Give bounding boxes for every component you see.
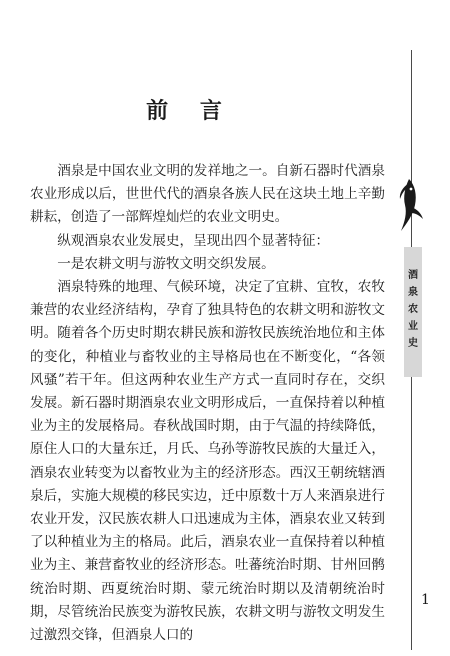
paragraph: 酒泉是中国农业文明的发祥地之一。自新石器时代酒泉农业形成以后，世世代代的酒泉各族人民在这块土地上辛勤耕耘，创造了一部辉煌灿烂的农业文明史。 xyxy=(30,163,385,226)
paragraph: 一是农耕文明与游牧文明交织发展。 xyxy=(57,255,275,272)
paragraph: 酒泉特殊的地理、气候环境，决定了宜耕、宜牧，农牧兼营的农业经济结构，孕育了独具特色的农耕文明和游牧文明。随着各个历史时期农耕民族和游牧民族统治地位和主体的变化，种植业与畜牧业的主导格局也在不断变化，“各领风骚”若干年。但这两种农业生产方式一直同时存在，交织发展。新石器时期酒泉农业文明形成后，一直保持着以种植业为主的发展格局。春秋战国时期，由于气温的持续降低，原住人口的大量东迁，月氏、乌孙等游牧民族的大量迁入，酒泉农业转变为以畜牧业为主的经济形态。西汉王朝统辖酒泉后，实施大规模的移民实边，迁中原数十万人来酒泉进行农业开发，汉民族农耕人口迅速成为主体，酒泉农业又转到了以种植业为主的格局。此后，酒泉农业一直保持着以种植业为主、兼营畜牧业的经济形态。吐蕃统治时期、甘州回鹘统治时期、西夏统治时期、蒙元统治时期以及清朝统治时期，尽管统治民族变为游牧民族，农耕文明与游牧文明发生过激烈交锋，但酒泉人口的 xyxy=(30,279,385,644)
side-label-char: 农 xyxy=(408,304,418,315)
paragraph: 纵观酒泉农业发展史，呈现出四个显著特征： xyxy=(57,232,330,249)
page-number: 1 xyxy=(421,592,430,608)
bird-ornament-icon xyxy=(393,177,425,233)
side-label-char: 业 xyxy=(408,321,418,332)
side-book-title xyxy=(404,267,422,352)
body-text xyxy=(30,160,385,647)
side-label-char: 酒 xyxy=(408,270,418,281)
page-title: 前 言 xyxy=(146,99,234,124)
side-label-char: 史 xyxy=(408,338,418,349)
side-label-char: 泉 xyxy=(408,287,418,298)
